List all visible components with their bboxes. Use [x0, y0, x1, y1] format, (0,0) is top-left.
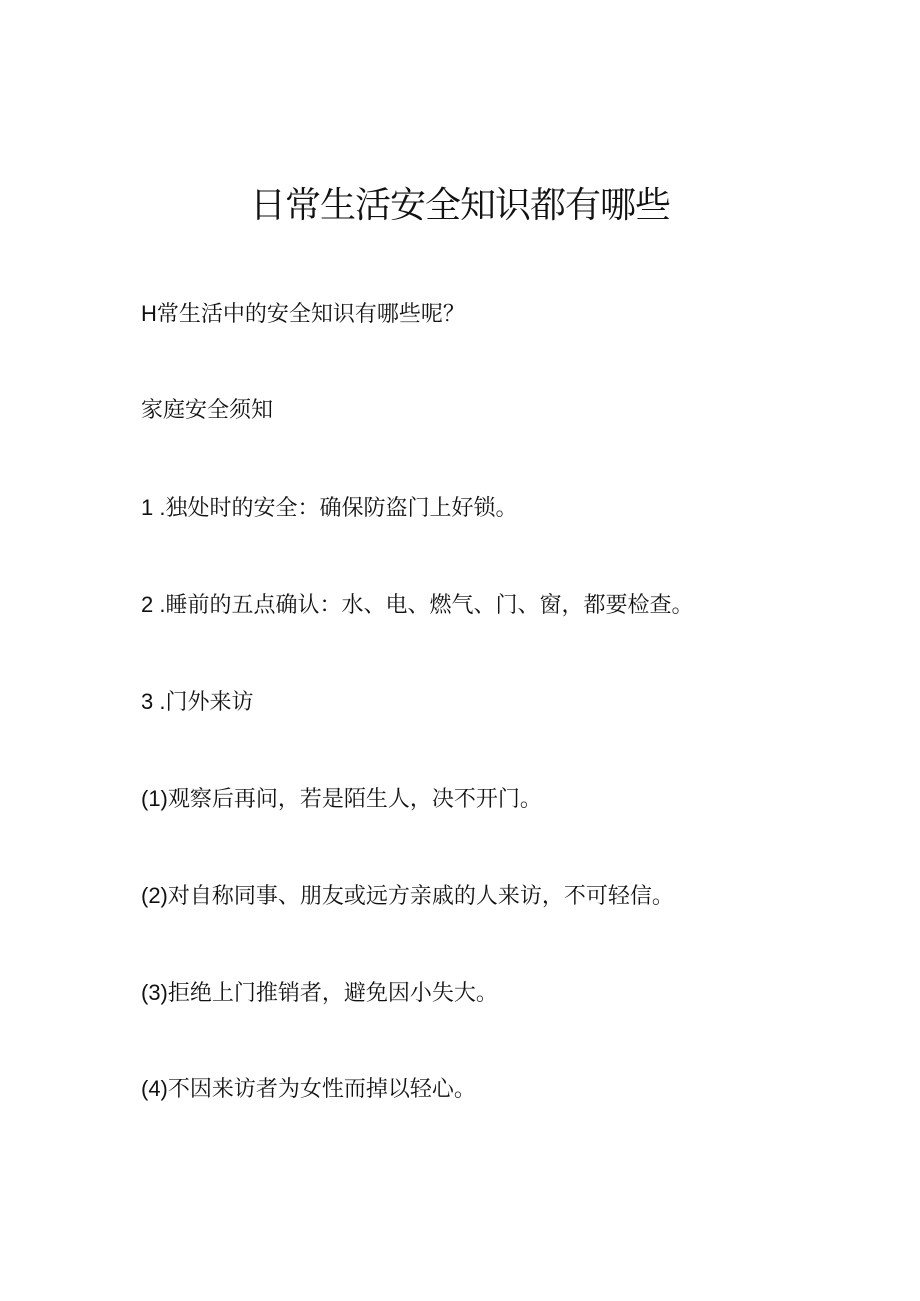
sub-item-number: (4) [141, 1076, 168, 1101]
list-item-3 [141, 686, 253, 719]
sub-item-number: (1) [141, 786, 168, 811]
paragraph-text: 家庭安全须知 [141, 398, 274, 423]
paragraph-prefix: H [141, 301, 157, 326]
sub-item-2 [141, 880, 674, 913]
paragraph-text: 观察后再问，若是陌生人，决不开门。 [167, 787, 542, 812]
sub-item-4 [141, 1073, 476, 1106]
list-item-1 [141, 492, 517, 525]
list-number: 2 . [141, 592, 166, 617]
paragraph-text: 对自称同事、朋友或远方亲戚的人来访，不可轻信。 [167, 884, 674, 909]
paragraph-text: 门外来访 [165, 690, 254, 715]
document-title: 日常生活安全知识都有哪些 [249, 185, 670, 226]
paragraph-text: 独处时的安全：确保防盗门上好锁。 [165, 496, 518, 521]
sub-item-number: (2) [141, 883, 168, 908]
section-heading-home-safety [141, 395, 273, 427]
sub-item-3 [141, 977, 498, 1010]
sub-item-1 [141, 783, 542, 816]
paragraph-text: 拒绝上门推销者，避免因小失大。 [167, 981, 498, 1006]
list-number: 3 . [141, 689, 166, 714]
paragraph-intro-question [141, 298, 465, 331]
sub-item-number: (3) [141, 980, 168, 1005]
paragraph-text: 不因来访者为女性而掉以轻心。 [167, 1077, 476, 1102]
list-number: 1 . [141, 495, 166, 520]
list-item-2 [141, 589, 693, 622]
paragraph-text: 常生活中的安全知识有哪些呢？ [156, 302, 465, 327]
paragraph-text: 睡前的五点确认：水、电、燃气、门、窗，都要检查。 [165, 593, 694, 618]
